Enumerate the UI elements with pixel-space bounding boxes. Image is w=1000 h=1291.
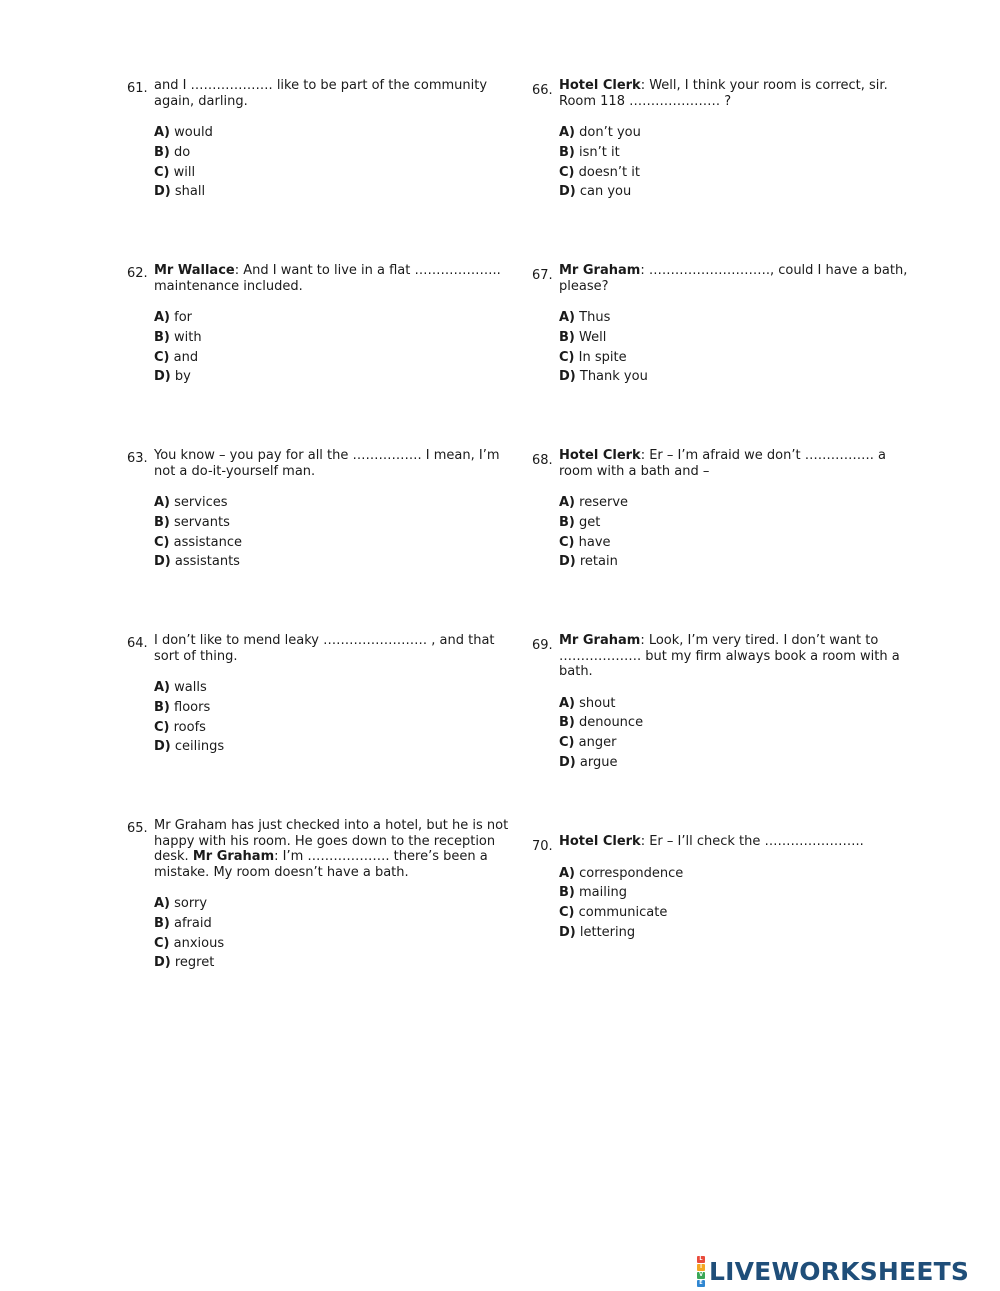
answer-options	[154, 308, 514, 387]
answer-options	[154, 678, 514, 757]
option-letter: B)	[154, 915, 170, 931]
option-letter: B)	[559, 329, 575, 345]
stem-text: : ………………………., could I have a bath, please?	[559, 263, 908, 294]
option-text: get	[579, 514, 601, 530]
option-letter: B)	[559, 885, 575, 901]
answer-option[interactable]	[154, 493, 514, 513]
stem-text: : Well, I think your room is correct, sir. Room 118 ………………… ?	[559, 78, 888, 109]
option-text: do	[174, 144, 191, 160]
question-70	[532, 834, 919, 943]
speaker-name: Hotel Clerk	[559, 78, 641, 93]
answer-option[interactable]	[559, 694, 919, 714]
answer-option[interactable]	[559, 533, 919, 553]
question-stem	[559, 834, 919, 850]
answer-option[interactable]	[559, 903, 919, 923]
question-stem	[559, 78, 919, 109]
option-text: roofs	[173, 719, 206, 735]
question-number: 69.	[532, 638, 553, 653]
answer-option[interactable]	[154, 348, 514, 368]
option-letter: C)	[154, 164, 170, 180]
answer-option[interactable]	[154, 934, 514, 954]
option-letter: D)	[559, 754, 576, 770]
logo-blocks-icon	[697, 1256, 705, 1287]
option-letter: D)	[154, 739, 171, 755]
answer-option[interactable]	[154, 718, 514, 738]
option-letter: A)	[154, 680, 171, 695]
option-letter: A)	[559, 495, 576, 510]
option-letter: A)	[559, 310, 576, 325]
answer-option[interactable]	[154, 308, 514, 328]
option-text: by	[174, 369, 191, 385]
answer-options	[559, 123, 919, 202]
option-letter: D)	[154, 955, 171, 971]
option-letter: D)	[559, 369, 576, 385]
question-63	[127, 448, 514, 572]
stem-text: : I’m ………………. there’s been a mistake. My room doesn’t have a bath.	[154, 849, 488, 880]
option-text: regret	[174, 955, 215, 971]
question-62	[127, 263, 514, 387]
answer-option[interactable]	[154, 143, 514, 163]
question-stem	[154, 448, 514, 479]
option-letter: B)	[559, 514, 575, 530]
option-text: with	[174, 329, 202, 345]
option-text: walls	[174, 680, 207, 695]
option-letter: B)	[154, 514, 170, 530]
option-letter: D)	[559, 554, 576, 570]
answer-option[interactable]	[559, 182, 919, 202]
option-letter: B)	[559, 715, 575, 731]
answer-option[interactable]	[559, 143, 919, 163]
answer-option[interactable]	[154, 328, 514, 348]
option-text: and	[173, 349, 199, 365]
stem-text: and I ………………. like to be part of the community again, darling.	[154, 78, 488, 109]
question-number: 68.	[532, 453, 553, 468]
question-stem	[559, 633, 919, 680]
logo-block: L	[697, 1256, 705, 1263]
answer-option[interactable]	[154, 367, 514, 387]
option-text: will	[173, 164, 196, 180]
option-text: afraid	[174, 915, 212, 931]
option-letter: D)	[559, 924, 576, 940]
logo-block: E	[697, 1280, 705, 1287]
answer-option[interactable]	[154, 552, 514, 572]
option-letter: C)	[154, 935, 170, 951]
answer-option[interactable]	[559, 733, 919, 753]
option-text: anxious	[173, 935, 225, 951]
answer-options	[154, 123, 514, 202]
stem-text: : Look, I’m very tired. I don’t want to ………………. but my firm always book a room with a bath.	[559, 633, 900, 679]
option-text: can you	[579, 184, 632, 200]
option-letter: A)	[154, 125, 171, 140]
speaker-name: Hotel Clerk	[559, 834, 641, 849]
option-text: denounce	[579, 715, 644, 731]
answer-options	[559, 694, 919, 773]
answer-option[interactable]	[559, 328, 919, 348]
option-text: would	[174, 125, 213, 140]
answer-options	[154, 894, 514, 973]
answer-option[interactable]	[154, 182, 514, 202]
stem-text: : Er – I’m afraid we don’t ……………. a room with a bath and –	[559, 448, 886, 479]
answer-option[interactable]	[559, 123, 919, 143]
stem-text: I don’t like to mend leaky …………………… , and that sort of thing.	[154, 633, 495, 664]
question-stem	[154, 633, 514, 664]
option-text: retain	[579, 554, 618, 570]
option-letter: A)	[559, 695, 576, 711]
option-text: communicate	[578, 905, 668, 921]
liveworksheets-logo	[697, 1253, 969, 1289]
speaker-name: Mr Graham	[559, 633, 641, 648]
option-letter: D)	[559, 184, 576, 200]
answer-option[interactable]	[154, 678, 514, 698]
option-text: In spite	[578, 349, 627, 365]
question-stem	[154, 818, 514, 880]
option-letter: B)	[559, 144, 575, 160]
option-text: Thank you	[579, 369, 648, 385]
question-number: 65.	[127, 821, 148, 836]
option-text: floors	[174, 699, 211, 715]
question-67	[532, 263, 919, 387]
answer-option[interactable]	[154, 737, 514, 757]
option-text: shout	[579, 695, 616, 711]
answer-option[interactable]	[559, 367, 919, 387]
answer-option[interactable]	[559, 713, 919, 733]
option-letter: A)	[154, 896, 171, 911]
option-letter: C)	[559, 349, 575, 365]
answer-option[interactable]	[559, 864, 919, 884]
option-letter: C)	[154, 719, 170, 735]
option-letter: C)	[559, 164, 575, 180]
option-text: argue	[579, 754, 618, 770]
answer-options	[559, 864, 919, 943]
question-61	[127, 78, 514, 202]
option-letter: B)	[154, 144, 170, 160]
question-number: 61.	[127, 81, 148, 96]
question-stem	[154, 78, 514, 109]
option-text: don’t you	[579, 125, 641, 140]
stem-text: You know – you pay for all the ……………. I mean, I’m not a do-it-yourself man.	[154, 448, 500, 479]
option-text: shall	[174, 184, 206, 200]
answer-option[interactable]	[154, 163, 514, 183]
answer-option[interactable]	[154, 894, 514, 914]
answer-option[interactable]	[559, 552, 919, 572]
option-text: have	[578, 534, 611, 550]
answer-option[interactable]	[154, 123, 514, 143]
answer-options	[154, 493, 514, 572]
logo-block: V	[697, 1272, 705, 1279]
stem-text: : Er – I’ll check the …………………..	[640, 834, 864, 849]
answer-option[interactable]	[559, 308, 919, 328]
option-letter: B)	[154, 699, 170, 715]
question-number: 64.	[127, 636, 148, 651]
option-text: lettering	[579, 924, 636, 940]
option-text: sorry	[174, 896, 208, 911]
question-stem	[154, 263, 514, 294]
option-text: doesn’t it	[578, 164, 640, 180]
answer-option[interactable]	[559, 493, 919, 513]
answer-options	[559, 493, 919, 572]
speaker-name: Mr Wallace	[154, 263, 235, 278]
question-65	[127, 818, 514, 973]
answer-option[interactable]	[559, 513, 919, 533]
answer-option[interactable]	[154, 533, 514, 553]
option-text: Thus	[579, 310, 611, 325]
brand-name: LIVEWORKSHEETS	[709, 1256, 970, 1286]
stem-text: Mr Graham has just checked into a hotel, but he is not happy with his room. He goes down to the reception desk.	[154, 818, 509, 864]
answer-option[interactable]	[559, 923, 919, 943]
option-letter: D)	[154, 184, 171, 200]
question-68	[532, 448, 919, 572]
logo-block: I	[697, 1264, 705, 1271]
option-text: mailing	[579, 885, 627, 901]
stem-text: : And I want to live in a flat ……………….. maintenance included.	[154, 263, 501, 294]
question-66	[532, 78, 919, 202]
option-letter: C)	[154, 534, 170, 550]
option-text: assistants	[174, 554, 240, 570]
question-64	[127, 633, 514, 757]
speaker-name: Hotel Clerk	[559, 448, 641, 463]
question-69	[532, 633, 919, 773]
answer-option[interactable]	[154, 914, 514, 934]
option-text: reserve	[579, 495, 629, 510]
answer-option[interactable]	[559, 163, 919, 183]
option-letter: C)	[559, 735, 575, 751]
option-text: servants	[174, 514, 230, 530]
question-number: 66.	[532, 83, 553, 98]
answer-option[interactable]	[559, 753, 919, 773]
option-letter: D)	[154, 369, 171, 385]
question-number: 70.	[532, 839, 553, 854]
answer-option[interactable]	[154, 698, 514, 718]
option-letter: D)	[154, 554, 171, 570]
option-letter: A)	[154, 495, 171, 510]
option-text: isn’t it	[579, 144, 620, 160]
option-text: assistance	[173, 534, 242, 550]
question-stem	[559, 263, 919, 294]
option-letter: A)	[154, 310, 171, 325]
option-letter: C)	[559, 905, 575, 921]
option-text: correspondence	[579, 865, 684, 881]
question-number: 67.	[532, 268, 553, 283]
question-number: 63.	[127, 451, 148, 466]
option-letter: A)	[559, 125, 576, 140]
answer-options	[559, 308, 919, 387]
answer-option[interactable]	[154, 513, 514, 533]
speaker-name: Mr Graham	[192, 849, 275, 864]
option-text: services	[174, 495, 228, 510]
option-text: Well	[579, 329, 607, 345]
answer-option[interactable]	[559, 348, 919, 368]
option-text: anger	[578, 735, 617, 751]
answer-option[interactable]	[559, 883, 919, 903]
question-number: 62.	[127, 266, 148, 281]
option-letter: C)	[559, 534, 575, 550]
speaker-name: Mr Graham	[559, 263, 641, 278]
question-stem	[559, 448, 919, 479]
option-letter: A)	[559, 865, 576, 881]
answer-option[interactable]	[154, 953, 514, 973]
option-text: ceilings	[174, 739, 225, 755]
option-letter: B)	[154, 329, 170, 345]
option-text: for	[174, 310, 193, 325]
option-letter: C)	[154, 349, 170, 365]
